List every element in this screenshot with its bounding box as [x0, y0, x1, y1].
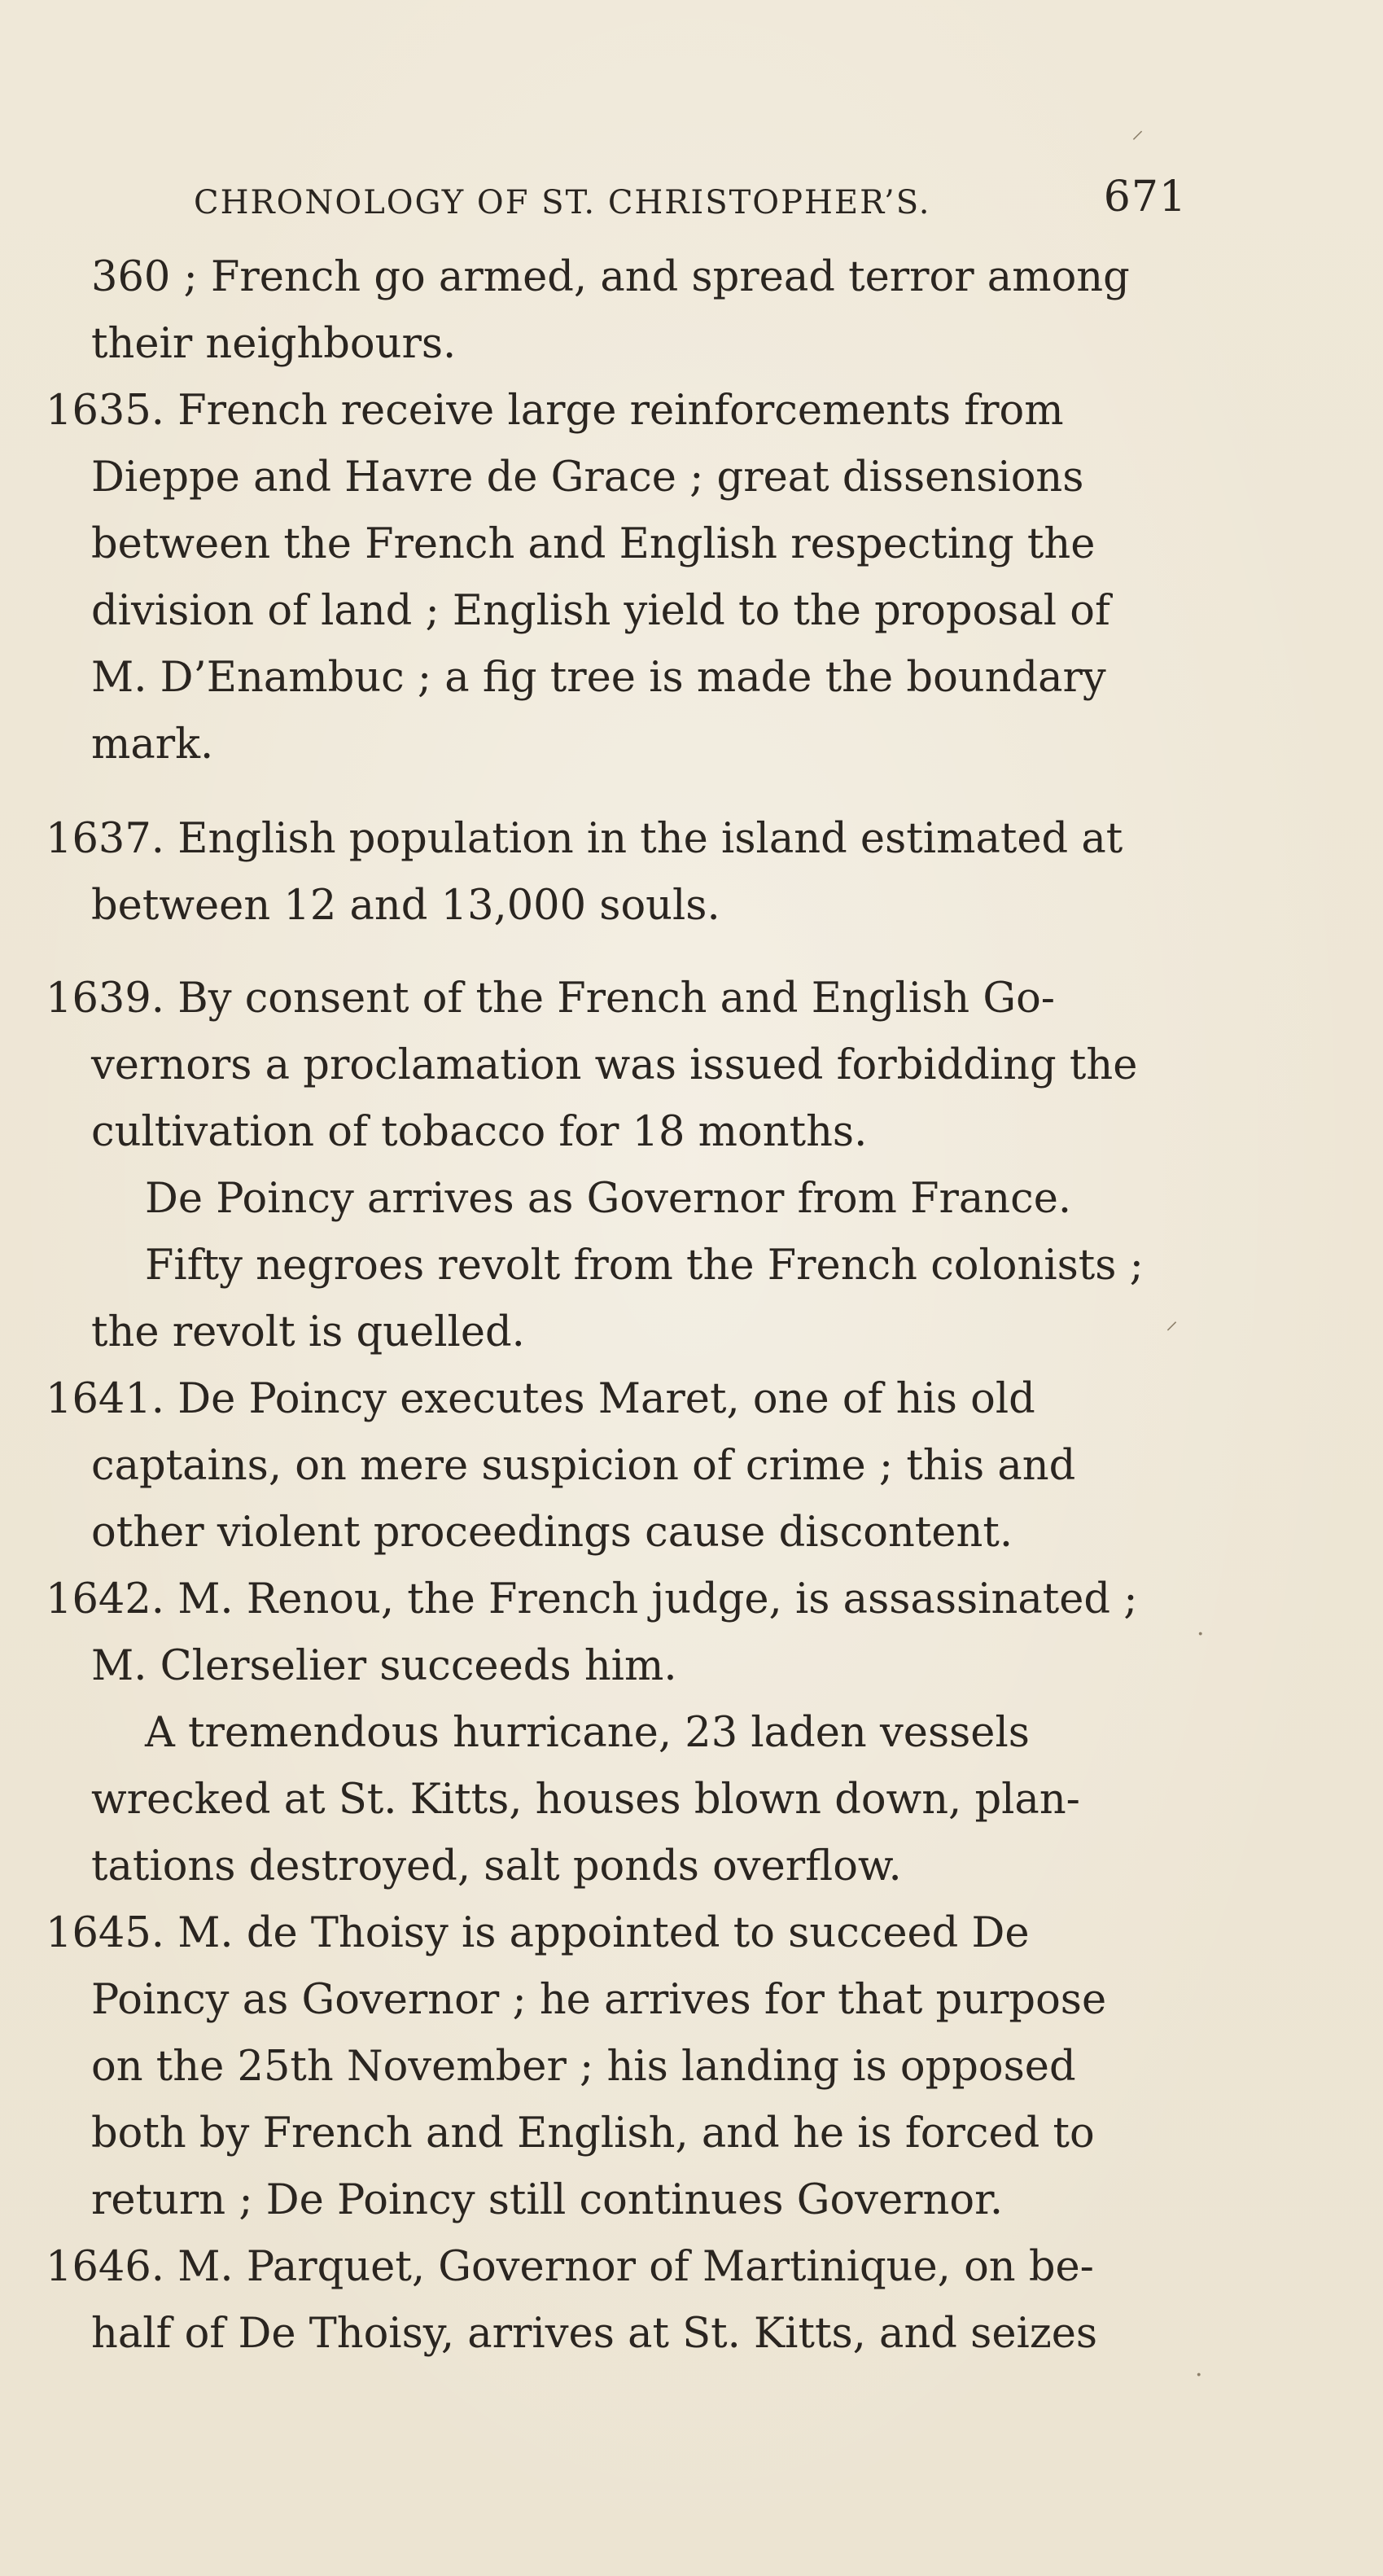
paper-speck: ·	[1195, 2361, 1203, 2390]
text-line: mark.	[91, 721, 214, 769]
paper-speck: ⸍	[1131, 126, 1144, 155]
running-title: CHRONOLOGY OF ST. CHRISTOPHER’S.	[194, 184, 931, 221]
text-line: Dieppe and Havre de Grace ; great dissensions	[91, 453, 1084, 502]
text-line: 1635. French receive large reinforcements from	[46, 387, 1064, 435]
paper-speck: ·	[1197, 1620, 1205, 1649]
text-line: their neighbours.	[91, 320, 457, 368]
text-line: vernors a proclamation was issued forbidding the	[91, 1041, 1138, 1089]
text-line: return ; De Poincy still continues Governor.	[91, 2176, 1004, 2224]
text-line: 1641. De Poincy executes Maret, one of his old	[46, 1375, 1035, 1423]
text-line: other violent proceedings cause discontent.	[91, 1509, 1013, 1557]
text-line: Poincy as Governor ; he arrives for that purpose	[91, 1976, 1107, 2024]
running-head	[194, 173, 1187, 238]
text-line: 1645. M. de Thoisy is appointed to succeed De	[46, 1909, 1030, 1957]
text-line: division of land ; English yield to the proposal of	[91, 587, 1110, 635]
text-line: wrecked at St. Kitts, houses blown down, plan-	[91, 1776, 1080, 1824]
text-line: 1646. M. Parquet, Governor of Martinique, on be-	[46, 2243, 1094, 2291]
text-line: between the French and English respecting the	[91, 520, 1096, 568]
text-line: the revolt is quelled.	[91, 1308, 525, 1356]
text-line: A tremendous hurricane, 23 laden vessels	[145, 1709, 1030, 1757]
text-line: half of De Thoisy, arrives at St. Kitts, and seizes	[91, 2310, 1098, 2358]
text-line: M. Clerselier succeeds him.	[91, 1642, 677, 1690]
text-line: cultivation of tobacco for 18 months.	[91, 1108, 868, 1156]
text-line: on the 25th November ; his landing is opposed	[91, 2043, 1076, 2091]
text-line: captains, on mere suspicion of crime ; this and	[91, 1442, 1076, 1490]
text-line: 1637. English population in the island estimated at	[46, 815, 1123, 863]
text-line: 1639. By consent of the French and English Go-	[46, 975, 1056, 1023]
text-line: M. D’Enambuc ; a fig tree is made the boundary	[91, 654, 1106, 702]
paper-speck: ⸝	[1166, 1307, 1178, 1335]
text-line: tations destroyed, salt ponds overflow.	[91, 1842, 902, 1890]
text-line: 1642. M. Renou, the French judge, is assassinated ;	[46, 1575, 1138, 1623]
text-line: both by French and English, and he is forced to	[91, 2109, 1095, 2158]
page-number: 671	[1103, 173, 1187, 221]
text-line: between 12 and 13,000 souls.	[91, 882, 720, 930]
text-line: Fifty negroes revolt from the French colonists ;	[145, 1242, 1144, 1290]
text-line: 360 ; French go armed, and spread terror among	[91, 253, 1130, 301]
text-line: De Poincy arrives as Governor from France.	[145, 1175, 1072, 1223]
